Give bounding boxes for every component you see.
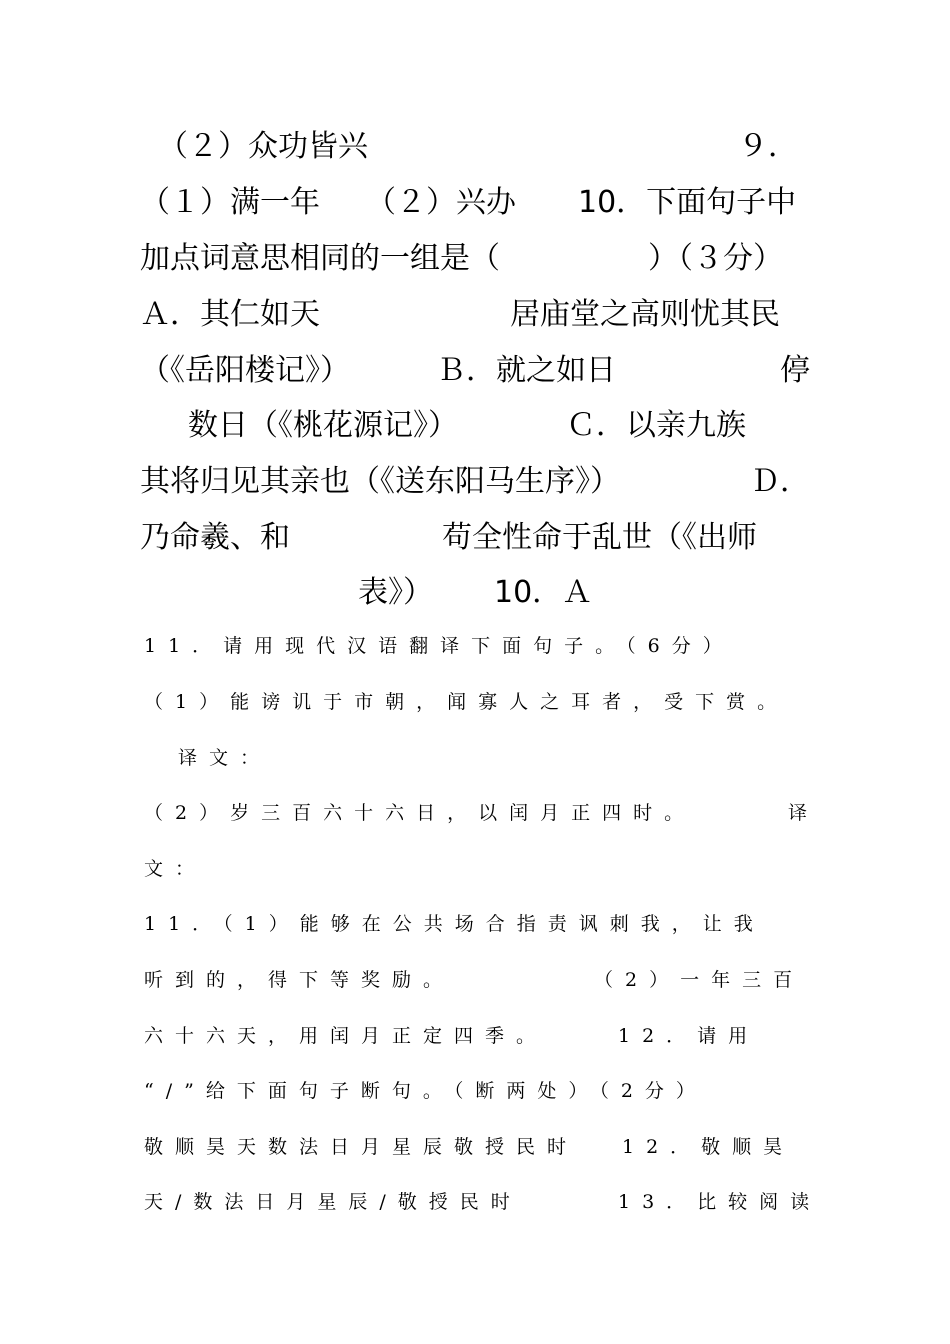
line-text: 居庙堂之高则忧其民 [510,297,780,332]
line-text: ）（３分） [648,241,783,276]
line-text: 六十六天，用闰月正定四季。 [144,1025,548,1047]
line-text: （１）满一年 [140,185,320,220]
line-text: 乃命羲、和 [140,520,290,555]
line-text: 苟全性命于乱世（《出师 [442,520,757,555]
line-text: 停 [780,353,810,388]
line-text: （２）兴办 [366,185,516,220]
text-line [144,633,834,659]
text-line [144,800,834,826]
text-line [140,406,820,446]
line-text: ９． [738,129,798,164]
line-text: 敬顺昊天数法日月星辰敬授民时 [144,1136,579,1158]
line-text: （2）一年三百 [594,969,805,991]
text-line [140,573,820,613]
line-text: Ａ．其仁如天 [140,297,320,332]
line-text: 文： [144,858,207,880]
line-text: Ｃ．以亲九族 [566,408,746,443]
line-text: 12．请用 [618,1025,760,1047]
text-line [140,518,820,558]
text-line [144,967,834,993]
text-line [144,1189,834,1215]
text-line [140,239,820,279]
line-text: 译文： [178,747,272,769]
line-text: 11．（1）能够在公共场合指责讽刺我，让我 [144,913,765,935]
line-text: Ｄ． [750,464,810,499]
line-text: Ｂ．就之如日 [436,353,616,388]
text-line [140,127,820,167]
text-line [144,689,834,715]
line-text: “/”给下面句子断句。（断两处）（2分） [144,1080,707,1102]
text-line [144,1078,834,1104]
line-text: 10．Ａ [494,575,593,610]
line-text: 译 [788,802,820,824]
line-text: （２）众功皆兴 [158,129,368,164]
line-text: 加点词意思相同的一组是（ [140,241,500,276]
text-line [144,856,834,882]
text-line [140,462,820,502]
text-line [140,183,820,223]
line-text: 10．下面句子中 [578,185,797,220]
line-text: 听到的，得下等奖励。 [144,969,455,991]
line-text: （1）能谤讥于市朝，闻寡人之耳者，受下赏。 [144,691,789,713]
text-line [144,911,834,937]
line-text: 其将归见其亲也（《送东阳马生序》） [140,464,620,499]
line-text: 11．请用现代汉语翻译下面句子。（6分） [144,635,734,657]
line-text: 天/数法日月星辰/敬授民时 [144,1191,522,1213]
text-line [140,295,820,335]
line-text: （《岳阳楼记》） [140,353,350,388]
line-text: （2）岁三百六十六日，以闰月正四时。 [144,802,696,824]
text-line [144,1134,834,1160]
line-text: 表》） [358,575,433,610]
text-line [144,745,834,771]
text-line [144,1023,834,1049]
text-line [140,351,820,391]
line-text: 数日（《桃花源记》） [188,408,458,443]
line-text: 12．敬顺昊 [622,1136,795,1158]
line-text: 13．比较阅读 [618,1191,822,1213]
